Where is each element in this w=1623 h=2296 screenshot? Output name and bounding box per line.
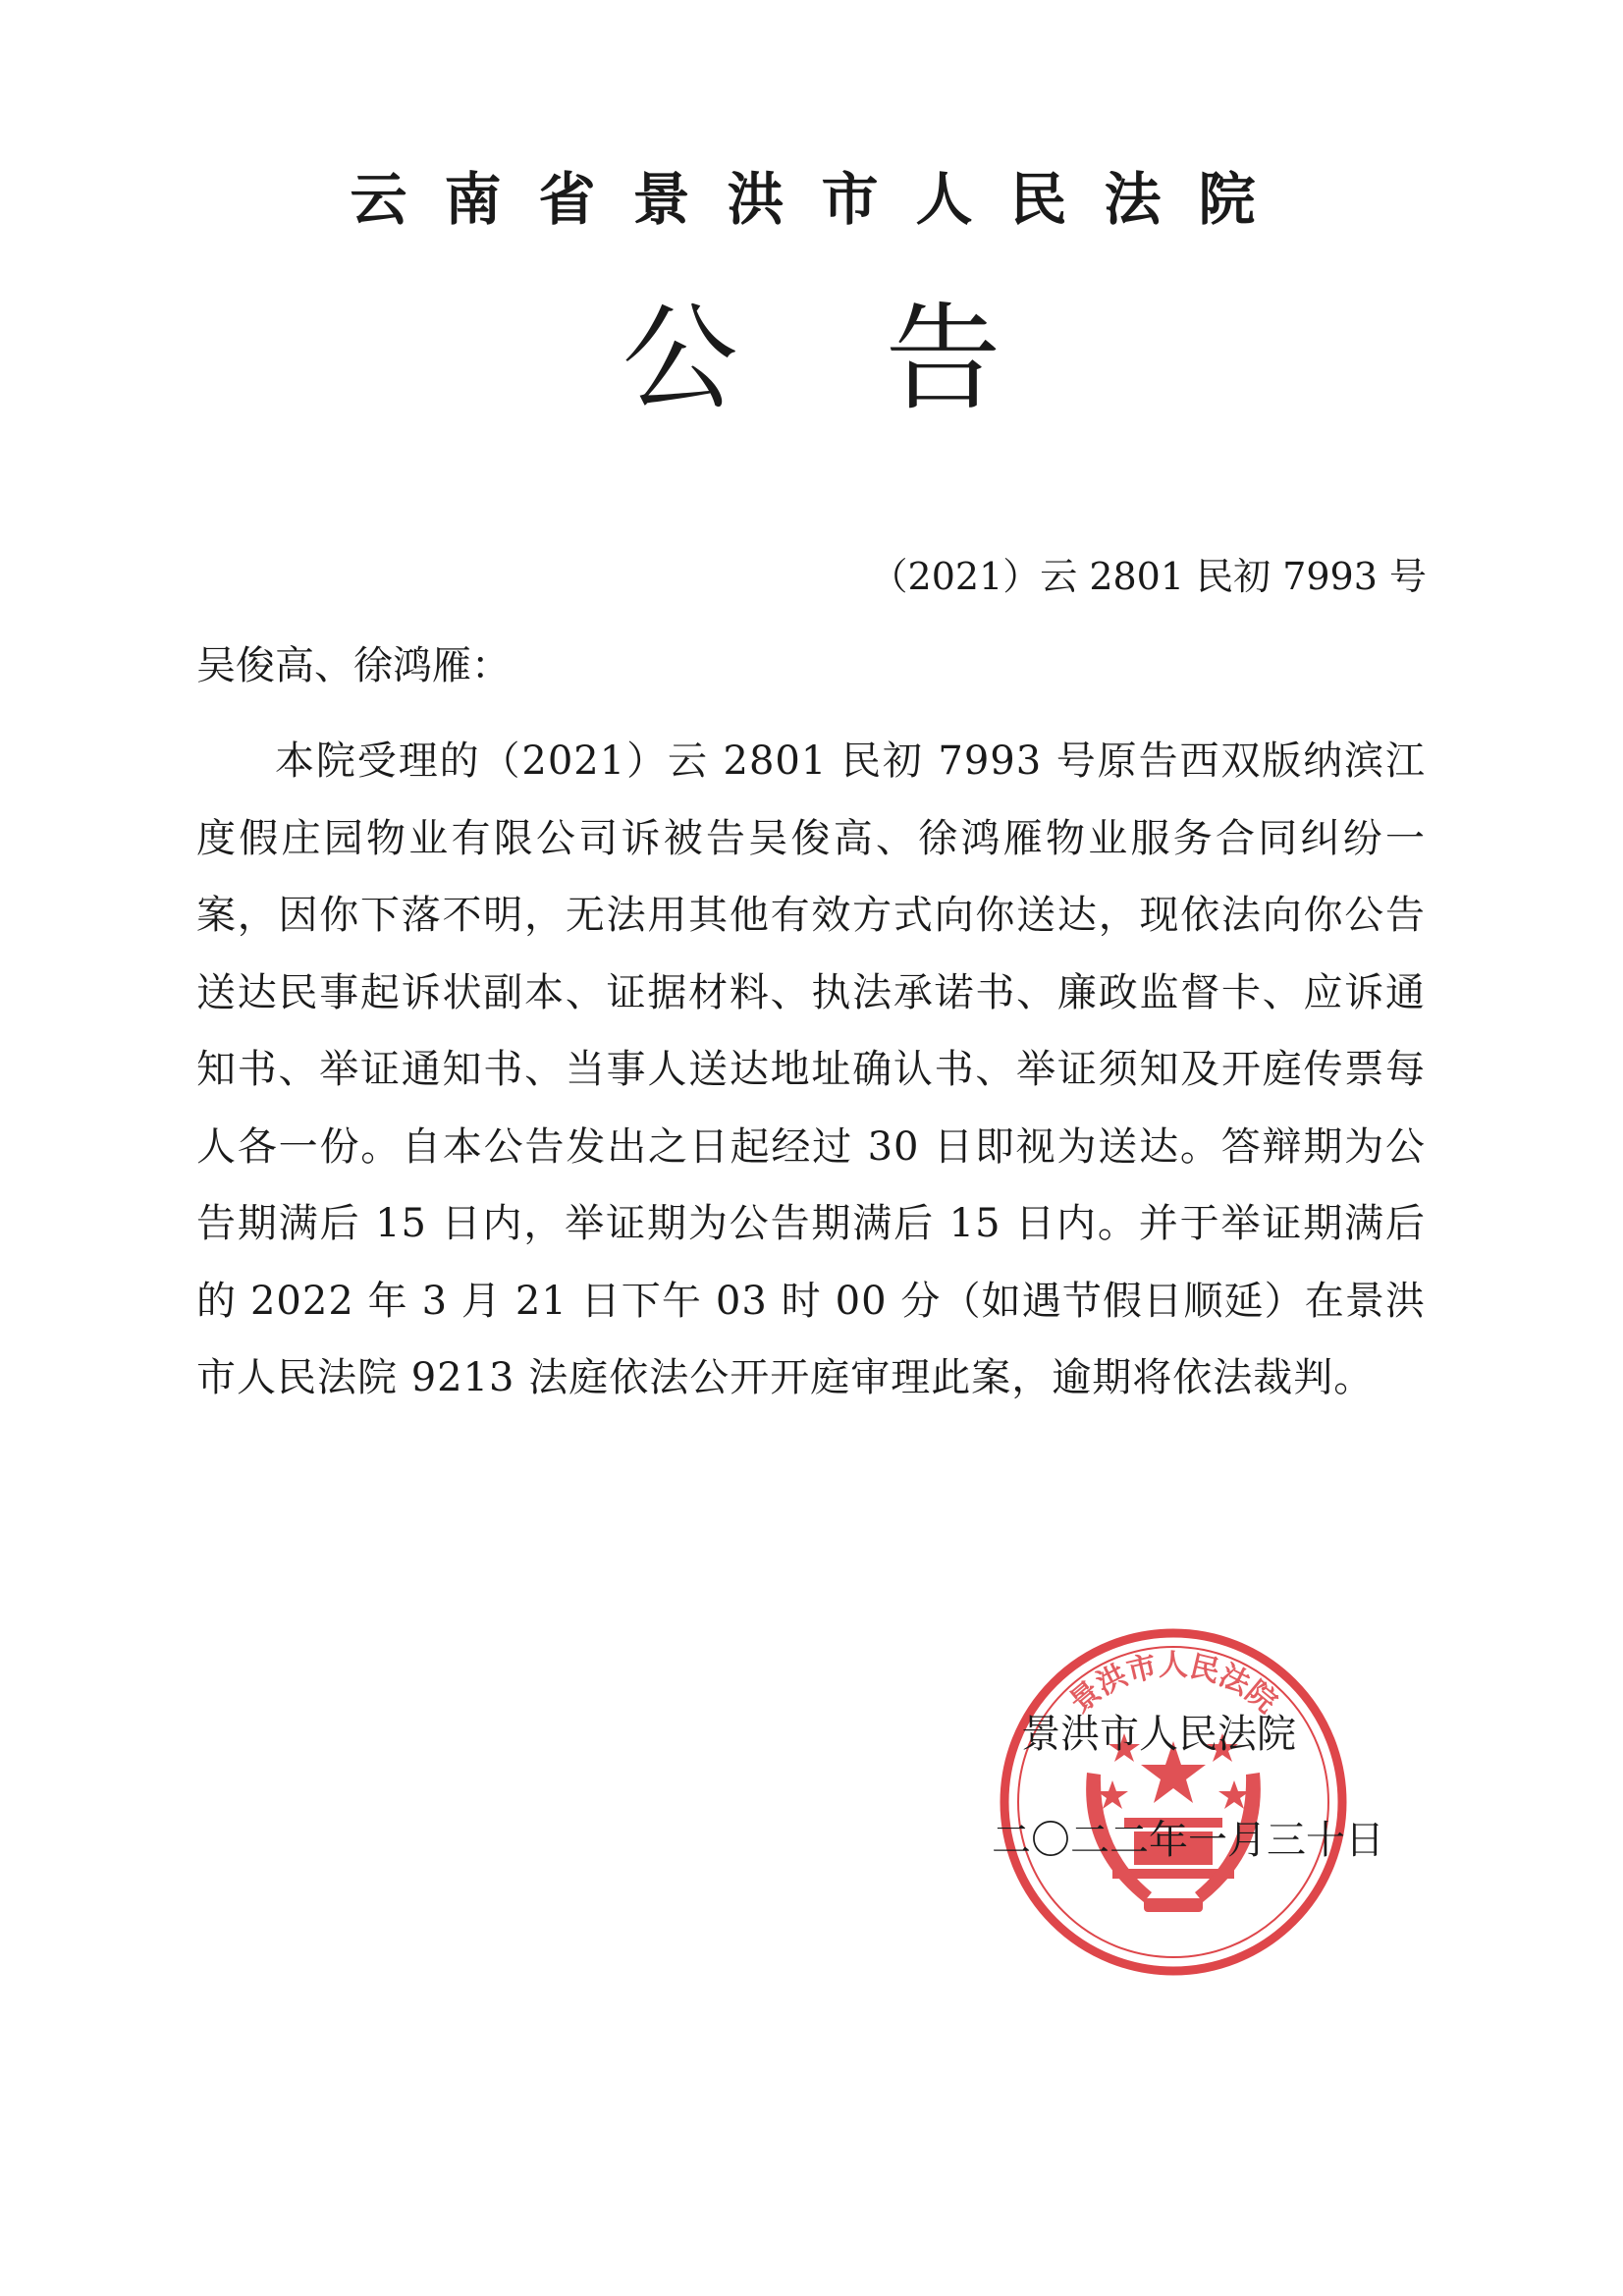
notice-body: 本院受理的（2021）云 2801 民初 7993 号原告西双版纳滨江度假庄园物业有限公司诉被告吴俊高、徐鸿雁物业服务合同纠纷一案，因你下落不明，无法用其他有效方式向你送达，现依法向你公告送达民事起诉状副本、证据材料、执法承诺书、廉政监督卡、应诉通知书、举证通知书、当事人送达地址确认书、举证须知及开庭传票每人各一份。自本公告发出之日起经过 30 日即视为送达。答辩期为公告期满后 15 日内，举证期为公告期满后 15 日内。并于举证期满后的 2022 年 3 月 21 日下午 03 时 00 分（如遇节假日顺延）在景洪市人民法院 9213 法庭依法公开开庭审理此案，逾期将依法裁判。 <box>196 738 1426 1400</box>
case-number: （2021）云 2801 民初 7993 号 <box>870 555 1427 598</box>
document-title: 公告 <box>622 291 1149 426</box>
issue-date: 二〇二二年一月三十日 <box>992 1818 1384 1863</box>
seal-text: 景洪市人民法院 <box>1063 1648 1283 1721</box>
issuing-court-signature: 景洪市人民法院 <box>1021 1712 1296 1757</box>
court-seal-icon <box>997 1625 1350 1979</box>
addressee: 吴俊高、徐鸿雁： <box>196 643 511 688</box>
court-name: 云南省景洪市人民法院 <box>350 166 1293 233</box>
